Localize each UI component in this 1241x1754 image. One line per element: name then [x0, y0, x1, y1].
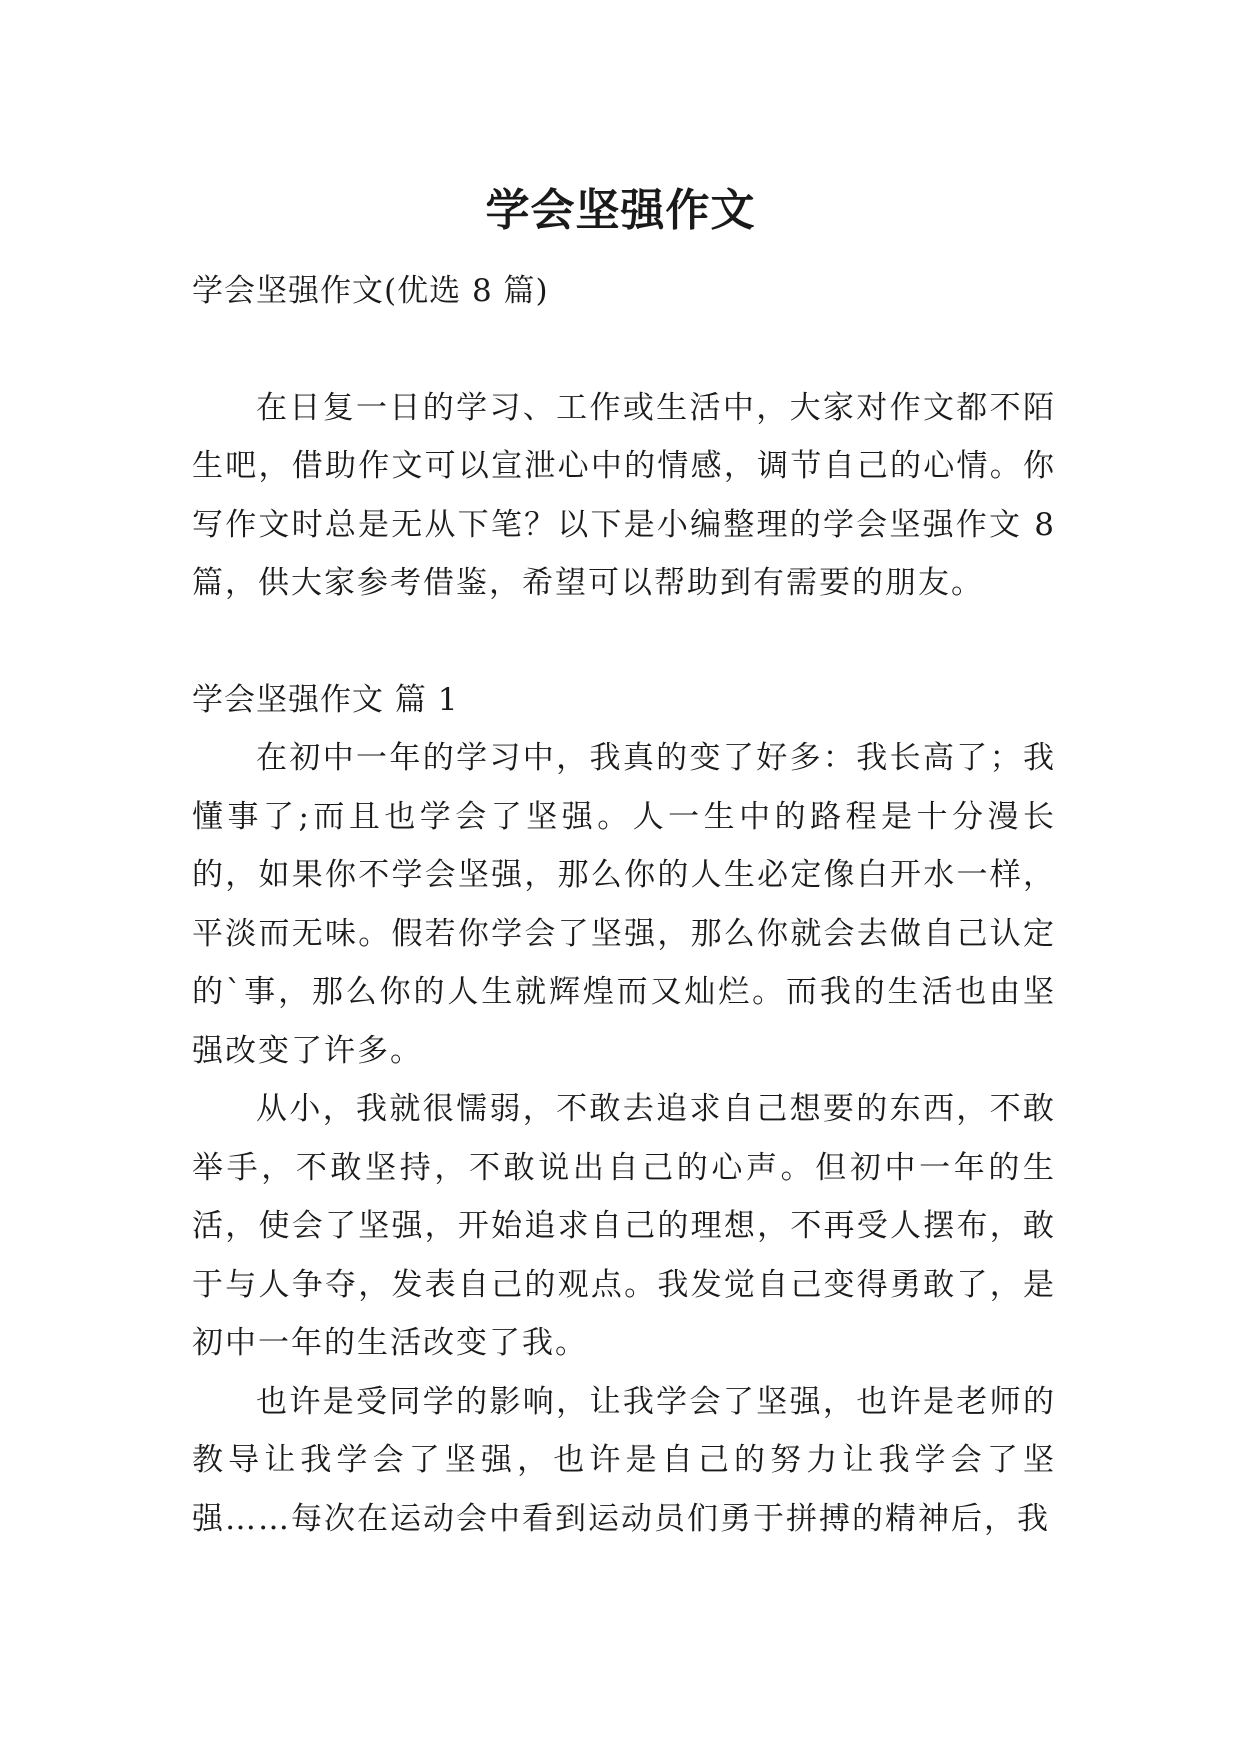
- body-paragraph-1: 在初中一年的学习中，我真的变了好多：我长高了；我懂事了;而且也学会了坚强。人一生中的路程是十分漫长的，如果你不学会坚强，那么你的人生必定像白开水一样，平淡而无味。假若你学会了坚强，那么你就会去做自己认定的`事，那么你的人生就辉煌而又灿烂。而我的生活也由坚强改变了许多。: [192, 740, 1056, 1069]
- document-subtitle: 学会坚强作文(优选 8 篇): [192, 273, 549, 309]
- section-heading: 学会坚强作文 篇 1: [192, 681, 459, 718]
- intro-paragraph: 在日复一日的学习、工作或生活中，大家对作文都不陌生吧，借助作文可以宣泄心中的情感，调节自己的心情。你写作文时总是无从下笔？以下是小编整理的学会坚强作文 8 篇，供大家参考借鉴，希望可以帮助到有需要的朋友。: [192, 389, 1056, 601]
- document-title: 学会坚强作文: [485, 185, 756, 237]
- document-body: [192, 262, 1056, 1548]
- body-paragraph-3: 也许是受同学的影响，让我学会了坚强，也许是老师的教导让我学会了坚强，也许是自己的努力让我学会了坚强……每次在运动会中看到运动员们勇于拼搏的精神后，我: [192, 1383, 1056, 1537]
- body-paragraph-2: 从小，我就很懦弱，不敢去追求自己想要的东西，不敢举手，不敢坚持，不敢说出自己的心声。但初中一年的生活，使会了坚强，开始追求自己的理想，不再受人摆布，敢于与人争夺，发表自己的观点。我发觉自己变得勇敢了，是初中一年的生活改变了我。: [192, 1091, 1056, 1361]
